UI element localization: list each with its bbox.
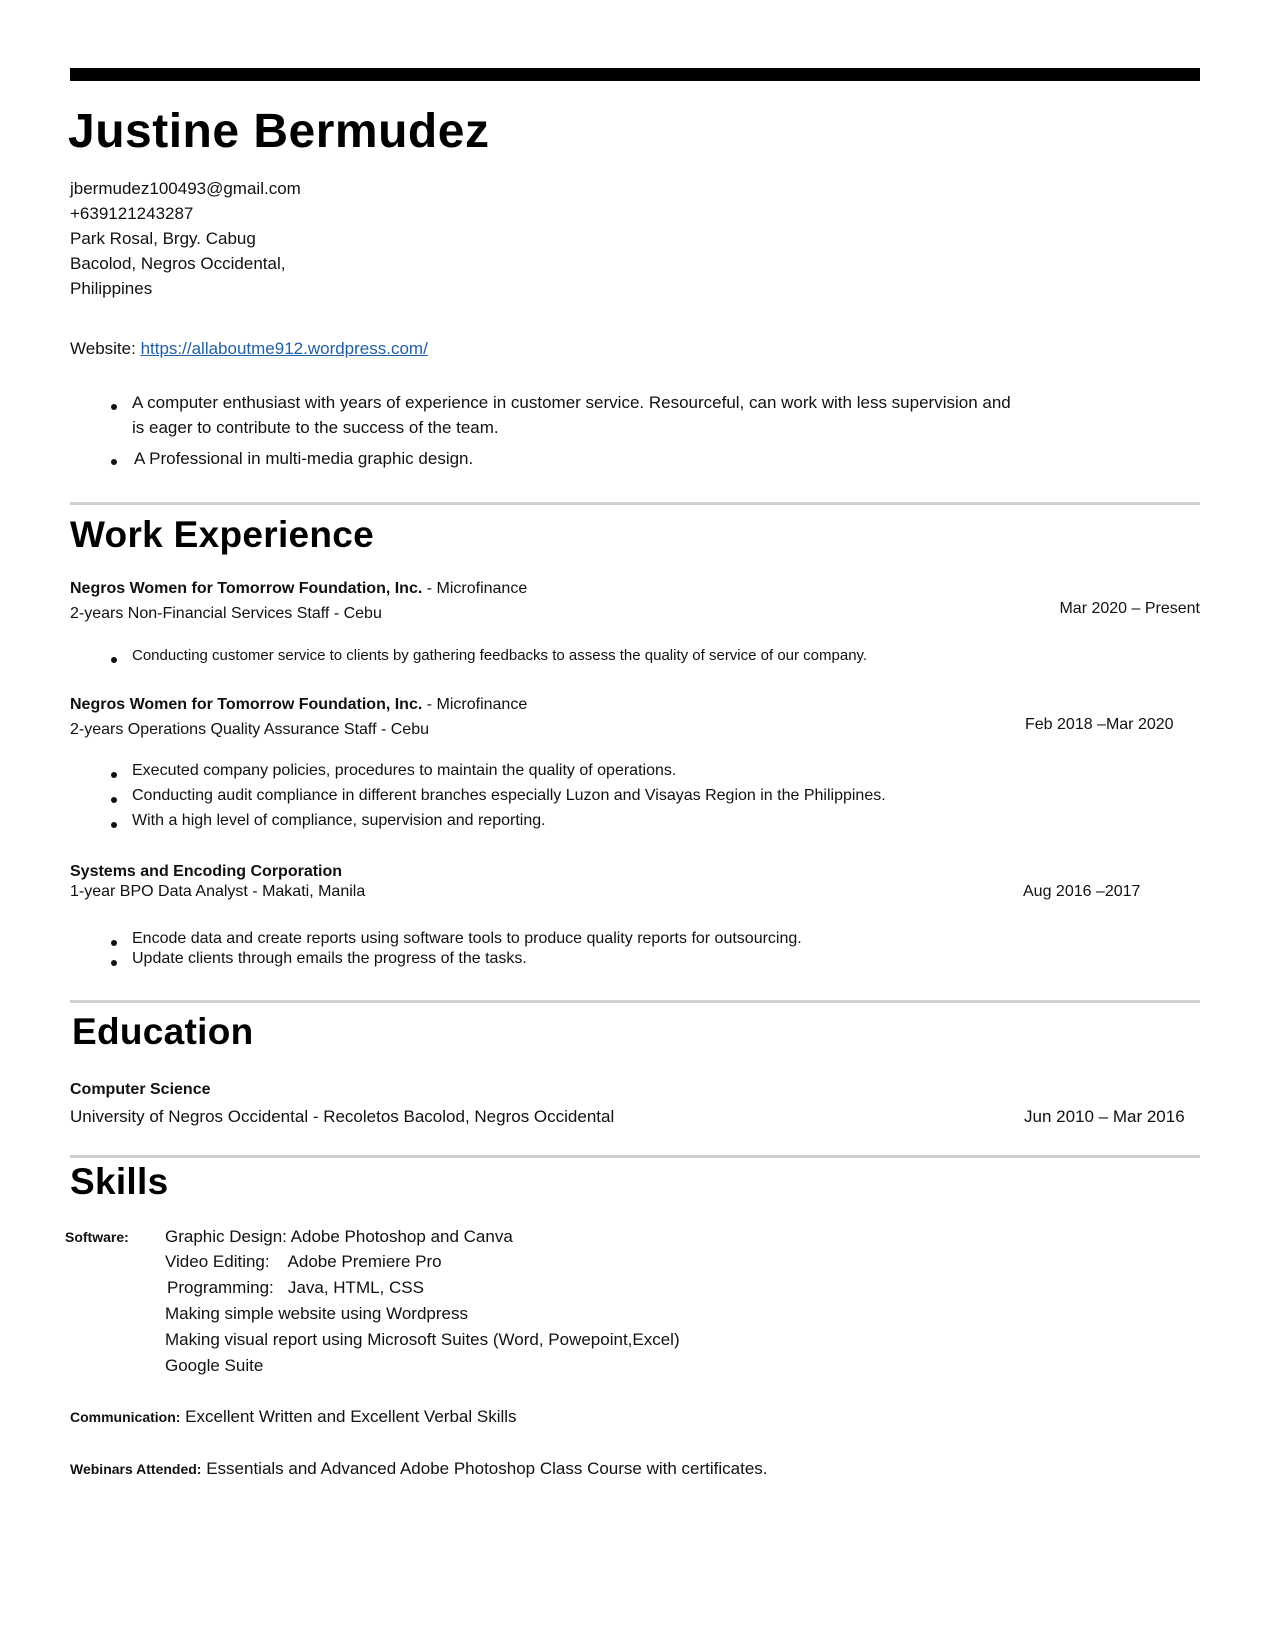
education-heading: Education — [72, 1011, 254, 1052]
top-rule — [70, 68, 1200, 81]
webinars-label: Webinars Attended: — [70, 1461, 202, 1477]
contact-address-line1: Park Rosal, Brgy. Cabug — [70, 229, 256, 248]
skills-heading: Skills — [70, 1161, 169, 1202]
contact-address-line2: Bacolod, Negros Occidental, — [70, 254, 286, 273]
software-item: Making visual report using Microsoft Suites (Word, Powepoint,Excel) — [165, 1330, 680, 1349]
software-item: Making simple website using Wordpress — [165, 1304, 468, 1323]
communication-label: Communication: — [70, 1409, 181, 1425]
contact-email: jbermudez100493@gmail.com — [70, 179, 301, 198]
job-dates: Feb 2018 –Mar 2020 — [1025, 716, 1174, 733]
job-bullet: Conducting customer service to clients by gathering feedbacks to assess the quality of service of our company. — [132, 647, 868, 664]
section-divider — [70, 1000, 1200, 1003]
contact-phone: +639121243287 — [70, 204, 194, 223]
bullet-dot — [111, 822, 117, 828]
summary-line-2: is eager to contribute to the success of the team. — [132, 418, 499, 437]
job-role: 2-years Operations Quality Assurance Staff - Cebu — [70, 721, 429, 738]
webinars-line — [70, 1459, 768, 1479]
job-bullet: Encode data and create reports using software tools to produce quality reports for outsourcing. — [132, 930, 802, 947]
bullet-dot — [111, 404, 117, 410]
bullet-dot — [111, 797, 117, 803]
job-company-suffix: - Microfinance — [422, 580, 528, 597]
job-bullet: With a high level of compliance, supervision and reporting. — [132, 812, 546, 829]
software-label: Software: — [65, 1229, 129, 1245]
job-role: 2-years Non-Financial Services Staff - Cebu — [70, 605, 382, 622]
communication-line — [70, 1407, 517, 1427]
job-role: 1-year BPO Data Analyst - Makati, Manila — [70, 883, 366, 900]
webinars-value: Essentials and Advanced Adobe Photoshop Class Course with certificates. — [201, 1459, 768, 1478]
education-dates: Jun 2010 – Mar 2016 — [1024, 1107, 1185, 1126]
education-school: University of Negros Occidental - Recoletos Bacolod, Negros Occidental — [70, 1107, 615, 1126]
job-bullet: Update clients through emails the progress of the tasks. — [132, 950, 527, 967]
communication-value: Excellent Written and Excellent Verbal Skills — [180, 1407, 517, 1426]
job-company-suffix: - Microfinance — [422, 696, 528, 713]
job-bullet: Conducting audit compliance in different branches especially Luzon and Visayas Region in the Philippines. — [132, 787, 886, 804]
job-bullet: Executed company policies, procedures to maintain the quality of operations. — [132, 762, 677, 779]
website-line — [70, 339, 428, 359]
summary-line-3: A Professional in multi-media graphic design. — [134, 449, 474, 468]
job-company-line — [70, 696, 527, 714]
software-item: Graphic Design: Adobe Photoshop and Canva — [165, 1227, 513, 1246]
work-heading: Work Experience — [70, 514, 375, 555]
bullet-dot — [111, 772, 117, 778]
contact-address-line3: Philippines — [70, 279, 153, 298]
job-company-line — [70, 580, 527, 598]
bullet-dot — [111, 459, 117, 465]
website-link[interactable]: https://allaboutme912.wordpress.com/ — [140, 339, 428, 358]
job-dates: Mar 2020 – Present — [1059, 600, 1200, 617]
section-divider — [70, 502, 1200, 505]
software-item: Programming: Java, HTML, CSS — [167, 1278, 424, 1297]
job-company: Negros Women for Tomorrow Foundation, Inc. — [70, 580, 423, 597]
job-company: Negros Women for Tomorrow Foundation, Inc. — [70, 696, 423, 713]
bullet-dot — [111, 960, 117, 966]
job-company: Systems and Encoding Corporation — [70, 863, 343, 880]
candidate-name: Justine Bermudez — [68, 105, 490, 158]
software-item: Google Suite — [165, 1356, 264, 1375]
website-label: Website: — [70, 339, 136, 358]
job-dates: Aug 2016 –2017 — [1023, 883, 1141, 900]
section-divider — [70, 1155, 1200, 1158]
bullet-dot — [111, 657, 117, 663]
education-degree: Computer Science — [70, 1081, 211, 1098]
software-item: Video Editing: Adobe Premiere Pro — [165, 1252, 442, 1271]
bullet-dot — [111, 940, 117, 946]
summary-line-1: A computer enthusiast with years of experience in customer service. Resourceful, can work with less supervision and — [132, 393, 1011, 412]
